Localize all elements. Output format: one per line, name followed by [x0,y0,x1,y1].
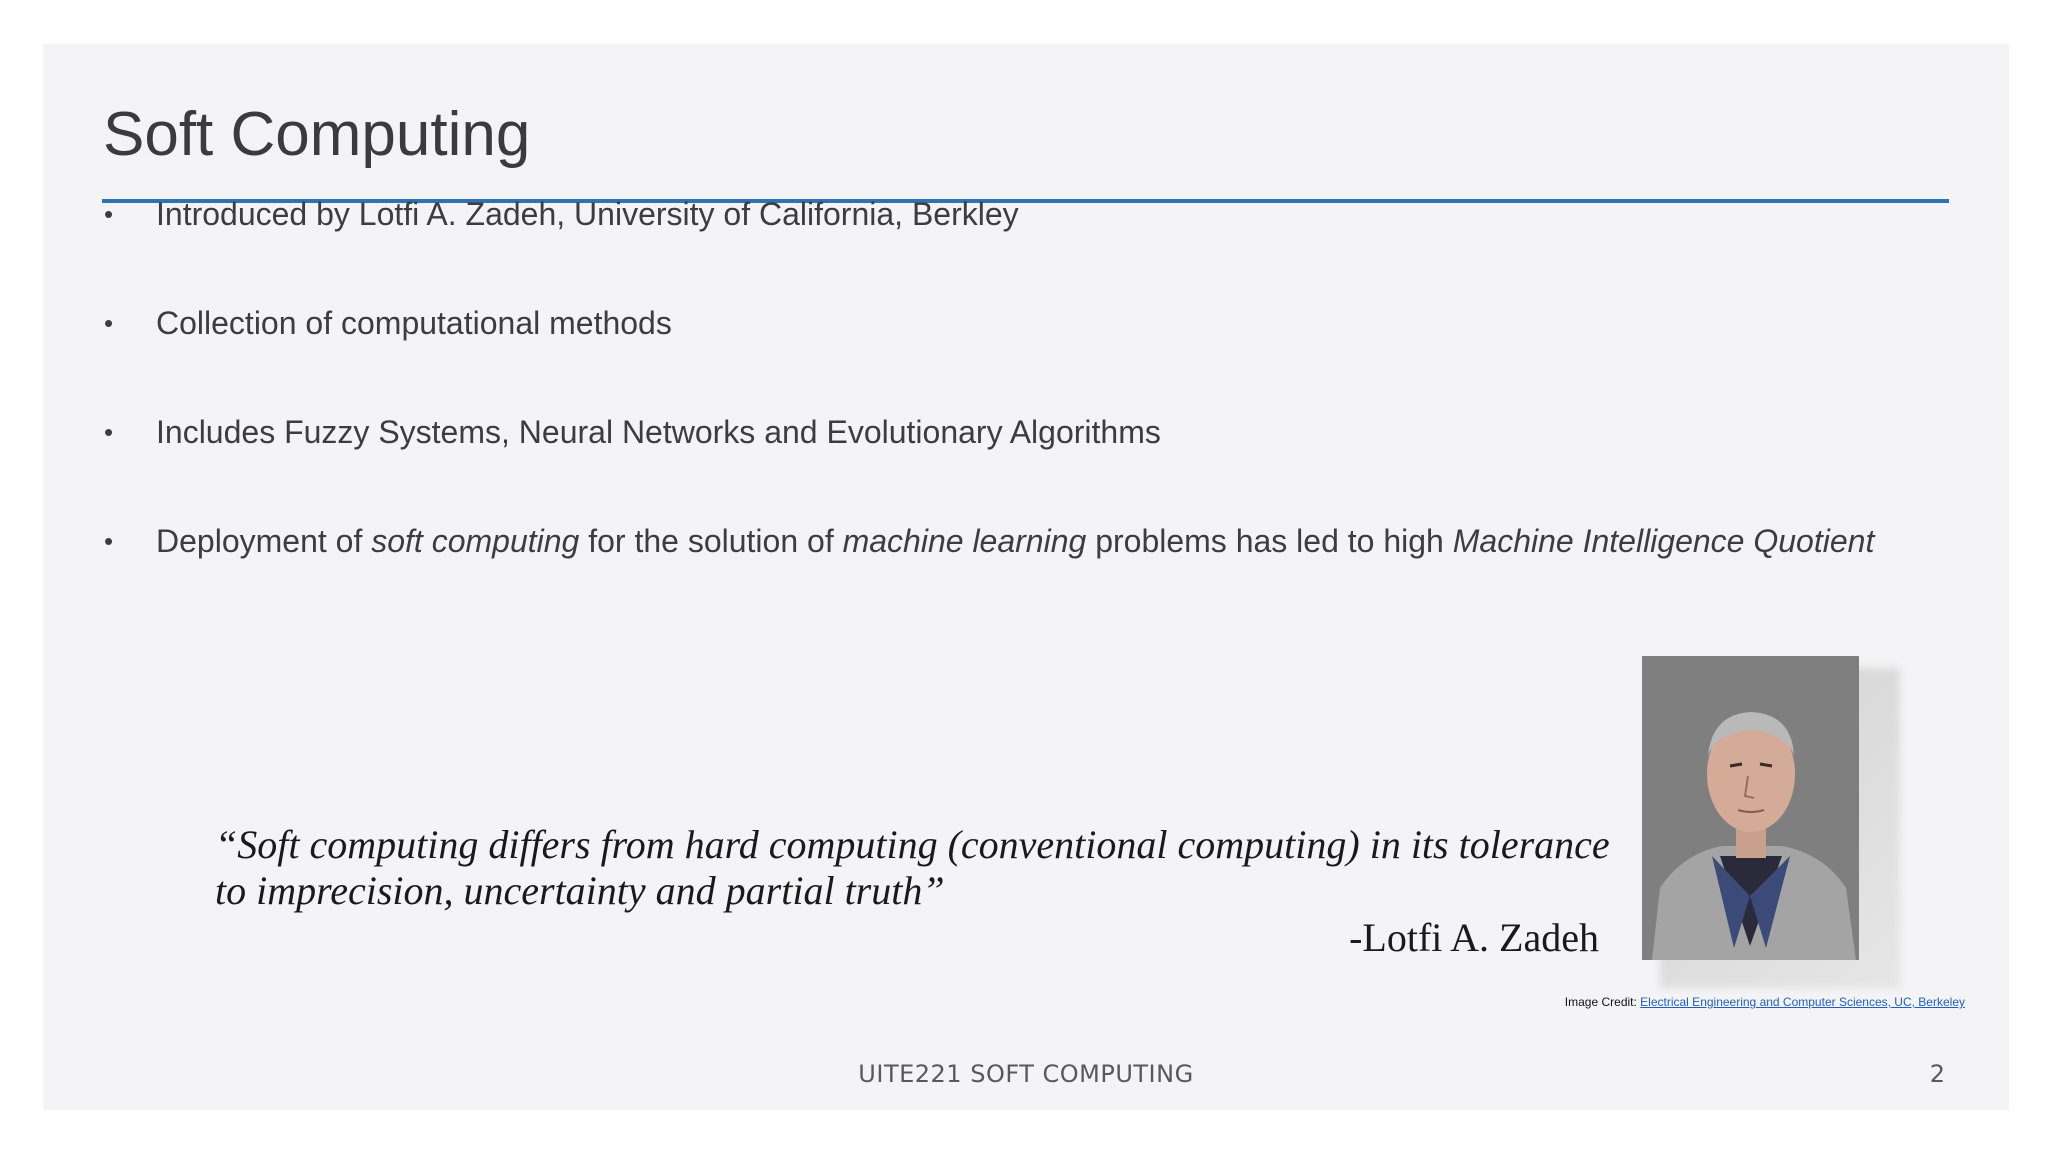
credit-link[interactable]: Electrical Engineering and Computer Sciences, UC, Berkeley [1640,995,1965,1009]
bullet-emphasis: machine learning [842,523,1087,559]
portrait-image [1642,656,1859,960]
bullet-text [156,293,1944,354]
zadeh-quote: “Soft computing differs from hard computing (conventional computing) in its tolerance to imprecision, uncertainty and partial truth” [215,822,1610,913]
slide-title: Soft Computing [103,100,531,169]
bullet-text [156,511,1944,572]
bullet-emphasis: soft computing [371,523,580,559]
portrait-illustration [1642,656,1859,960]
bullet-run: for the solution of [579,523,843,559]
bullet-dot-icon: • [104,199,114,229]
bullet-dot-icon: • [104,417,114,447]
bullet-text [156,184,1944,245]
bullet-run: Collection of computational methods [156,305,672,341]
bullet-text [156,402,1944,463]
bullet-run: problems has led to high [1086,523,1453,559]
bullet-dot-icon: • [104,308,114,338]
bullet-emphasis: Machine Intelligence Quotient [1452,523,1875,559]
quote-author: -Lotfi A. Zadeh [1349,915,1599,960]
slide [43,44,2009,1110]
credit-label: Image Credit: [1564,995,1641,1009]
image-credit [1243,995,1965,1009]
bullet-run: Deployment of [156,523,372,559]
page-number: 2 [1929,1060,1945,1088]
portrait-photo [1642,656,1898,972]
bullet-run: Introduced by Lotfi A. Zadeh, University of California, Berkley [156,196,1019,232]
bullet-run: Includes Fuzzy Systems, Neural Networks and Evolutionary Algorithms [156,414,1161,450]
bullet-dot-icon: • [104,526,114,556]
footer-course-title: UITE221 SOFT COMPUTING [858,1060,1194,1088]
